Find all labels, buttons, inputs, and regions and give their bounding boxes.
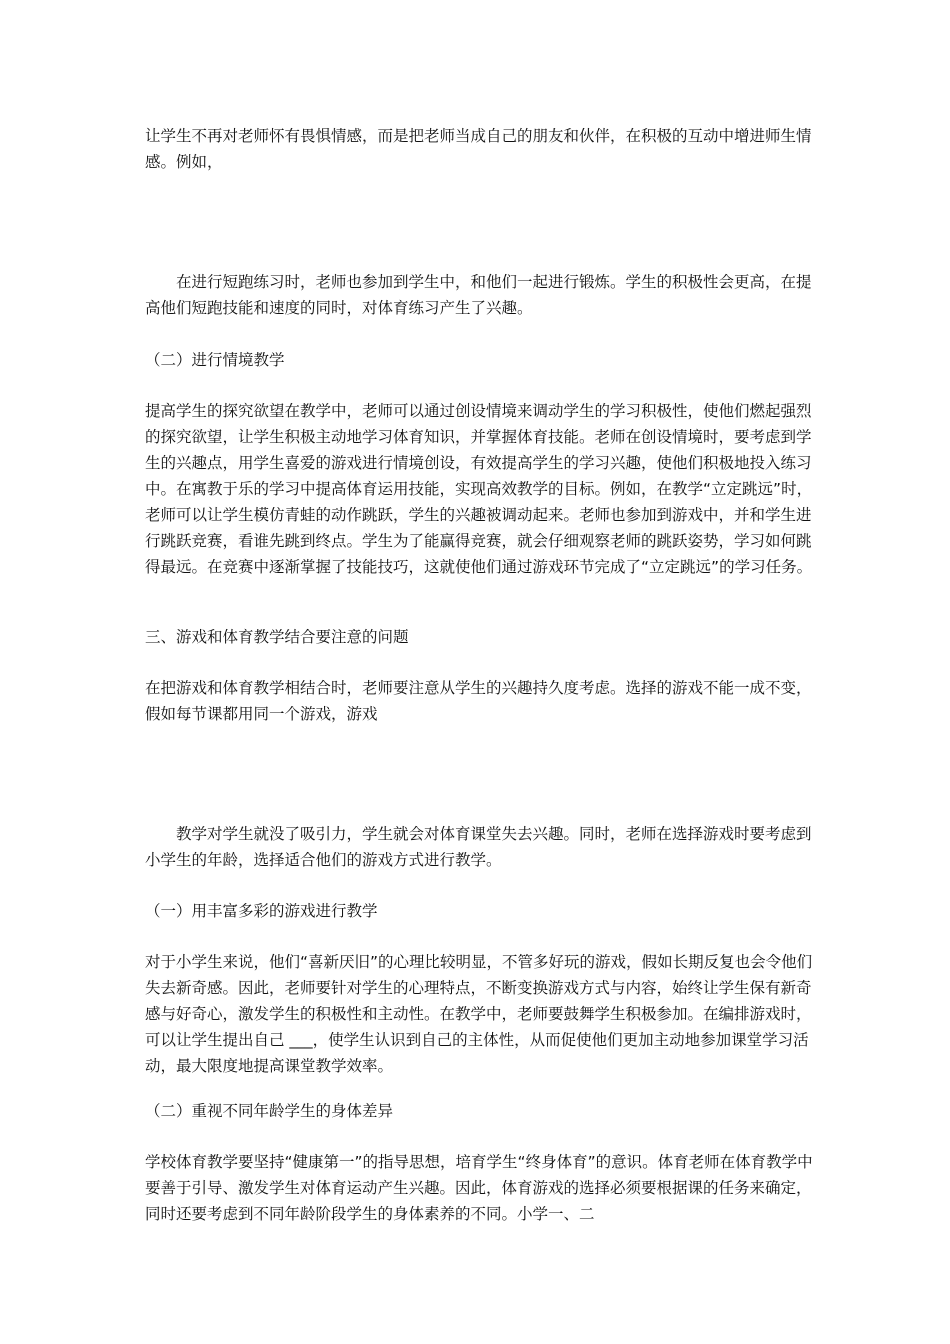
paragraph-age-differences: 学校体育教学要坚持“健康第一”的指导思想，培育学生“终身体育”的意识。体育老师在体育教学中要善于引导、激发学生对体育运动产生兴趣。因此，体育游戏的选择必须要根据课的任务来确定，同时还要考虑到不同年龄阶段学生的身体素养的不同。小学一、二: [145, 1153, 813, 1223]
paragraph-interest-duration: 在把游戏和体育教学相结合时，老师要注意从学生的兴趣持久度考虑。选择的游戏不能一成不变，假如每节课都用同一个游戏，游戏: [145, 679, 812, 723]
section-heading-varied-games: （一）用丰富多彩的游戏进行教学: [145, 902, 378, 920]
section-heading-situational-teaching: （二）进行情境教学: [145, 351, 285, 369]
section-heading-age-differences: （二）重视不同年龄学生的身体差异: [145, 1102, 394, 1120]
paragraph-sprint-practice: 在进行短跑练习时，老师也参加到学生中，和他们一起进行锻炼。学生的积极性会更高，在提高他们短跑技能和速度的同时，对体育练习产生了兴趣。: [145, 273, 812, 317]
paragraph-game-attraction: 教学对学生就没了吸引力，学生就会对体育课堂失去兴趣。同时，老师在选择游戏时要考虑到小学生的年龄，选择适合他们的游戏方式进行教学。: [145, 825, 812, 869]
section-heading-part-three: 三、游戏和体育教学结合要注意的问题: [145, 628, 409, 646]
paragraph-situational-teaching: 提高学生的探究欲望在教学中，老师可以通过创设情境来调动学生的学习积极性，使他们燃起强烈的探究欲望，让学生积极主动地学习体育知识，并掌握体育技能。老师在创设情境时，要考虑到学生的兴趣点，用学生喜爱的游戏进行情境创设，有效提高学生的学习兴趣，使他们积极地投入练习中。在寓教于乐的学习中提高体育运用技能，实现高效教学的目标。例如，在教学“立定跳远”时，老师可以让学生模仿青蛙的动作跳跃，学生的兴趣被调动起来。老师也参加到游戏中，并和学生进行跳跃竞赛，看谁先跳到终点。学生为了能赢得竞赛，就会仔细观察老师的跳跃姿势，学习如何跳得最远。在竞赛中逐渐掌握了技能技巧，这就使他们通过游戏环节完成了“立定跳远”的学习任务。: [145, 402, 813, 576]
paragraph-varied-games: 对于小学生来说，他们“喜新厌旧”的心理比较明显，不管多好玩的游戏，假如长期反复也会令他们失去新奇感。因此，老师要针对学生的心理特点，不断变换游戏方式与内容，始终让学生保有新奇感与好奇心，激发学生的积极性和主动性。在教学中，老师要鼓舞学生积极参加。在编排游戏时，可以让学生提出自己 ___，使学生认识到自己的主体性，从而促使他们更加主动地参加课堂学习活动，最大限度地提高课堂教学效率。: [145, 953, 813, 1075]
paragraph-intro: 让学生不再对老师怀有畏惧情感，而是把老师当成自己的朋友和伙伴，在积极的互动中增进师生情感。例如，: [145, 127, 812, 171]
